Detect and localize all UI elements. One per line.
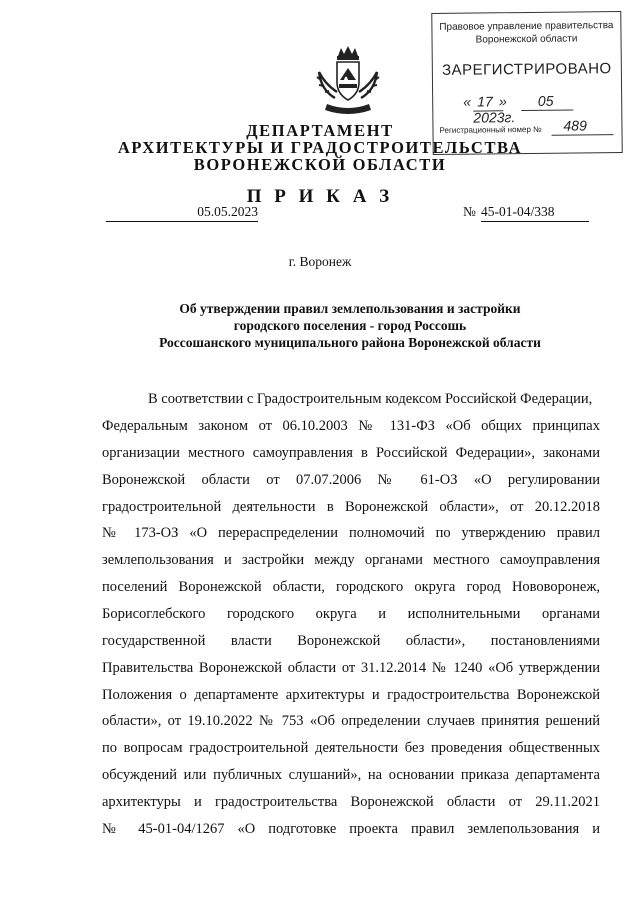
subject-line-2: городского поселения - город Россошь	[233, 318, 467, 333]
body-line: Федеральным законом от 06.10.2003 № 131-ФЗ «Об общих принципах	[102, 418, 600, 434]
body-line: поселений Воронежской области, городского округа город Нововоронеж,	[102, 579, 600, 595]
body-line: Воронежской области от 07.07.2006 № 61-ОЗ «О регулировании	[102, 472, 600, 488]
stamp-regnum-value: 489	[563, 117, 587, 134]
department-line-3: ВОРОНЕЖСКОЙ ОБЛАСТИ	[193, 155, 447, 174]
body-line: организации местного самоуправления в Российской Федерации», законами	[102, 445, 600, 461]
stamp-date-month: 05	[537, 92, 554, 109]
department-line-1: ДЕПАРТАМЕНТ	[246, 121, 394, 140]
body-line: Борисоглебского городского округа и исполнительными органами	[102, 606, 600, 622]
body-line: землепользования и застройки между органами местного самоуправления	[102, 552, 600, 568]
order-date: 05.05.2023	[106, 204, 258, 222]
body-line: архитектуры и градостроительства Воронежской области от 29.11.2021	[102, 794, 600, 810]
stamp-date-day: 17	[477, 93, 493, 110]
body-line: Положения о департаменте архитектуры и градостроительства Воронежской	[102, 687, 600, 703]
stamp-organization	[432, 19, 620, 47]
stamp-date-year: 2023г.	[473, 109, 516, 126]
department-line-2: АРХИТЕКТУРЫ И ГРАДОСТРОИТЕЛЬСТВА	[117, 138, 523, 157]
body-line: Правительства Воронежской области от 31.12.2014 № 1240 «Об утверждении	[102, 660, 600, 676]
stamp-org-line1: Правовое управление правительства	[439, 20, 614, 33]
body-line: В соответствии с Градостроительным кодексом Российской Федерации,	[148, 391, 593, 407]
order-title: П Р И К А З	[246, 186, 394, 207]
body-line: по вопросам градостроительной деятельности без проведения общественных	[102, 740, 600, 756]
order-number-sign: №	[463, 204, 476, 219]
order-subject	[100, 300, 600, 351]
body-line: области», от 19.10.2022 № 753 «Об определении случаев принятия решений	[102, 713, 600, 729]
stamp-date: « 17 » 05 2023г.	[463, 92, 621, 126]
body-line: № 173-ОЗ «О перераспределении полномочий по утверждению правил	[102, 525, 600, 541]
subject-line-3: Россошанского муниципального района Воронежской области	[159, 335, 541, 350]
body-line: государственной власти Воронежской области», постановлениями	[102, 633, 600, 649]
voronezh-coat-of-arms-icon	[313, 46, 383, 118]
stamp-regnum-label: Регистрационный номер №	[439, 124, 542, 135]
subject-line-1: Об утверждении правил землепользования и застройки	[179, 301, 521, 316]
body-line: № 45-01-04/1267 «О подготовке проекта правил землепользования и	[102, 821, 600, 837]
body-line: градостроительной деятельности в Воронежской области», от 20.12.2018	[102, 499, 600, 515]
stamp-status: ЗАРЕГИСТРИРОВАНО	[441, 60, 612, 79]
city: г. Воронеж	[288, 254, 352, 269]
body-line: обсуждений или публичных слушаний», на основании приказа департамента	[102, 767, 600, 783]
stamp-org-line2: Воронежской области	[475, 33, 578, 46]
order-number: 45-01-04/338	[481, 204, 589, 222]
